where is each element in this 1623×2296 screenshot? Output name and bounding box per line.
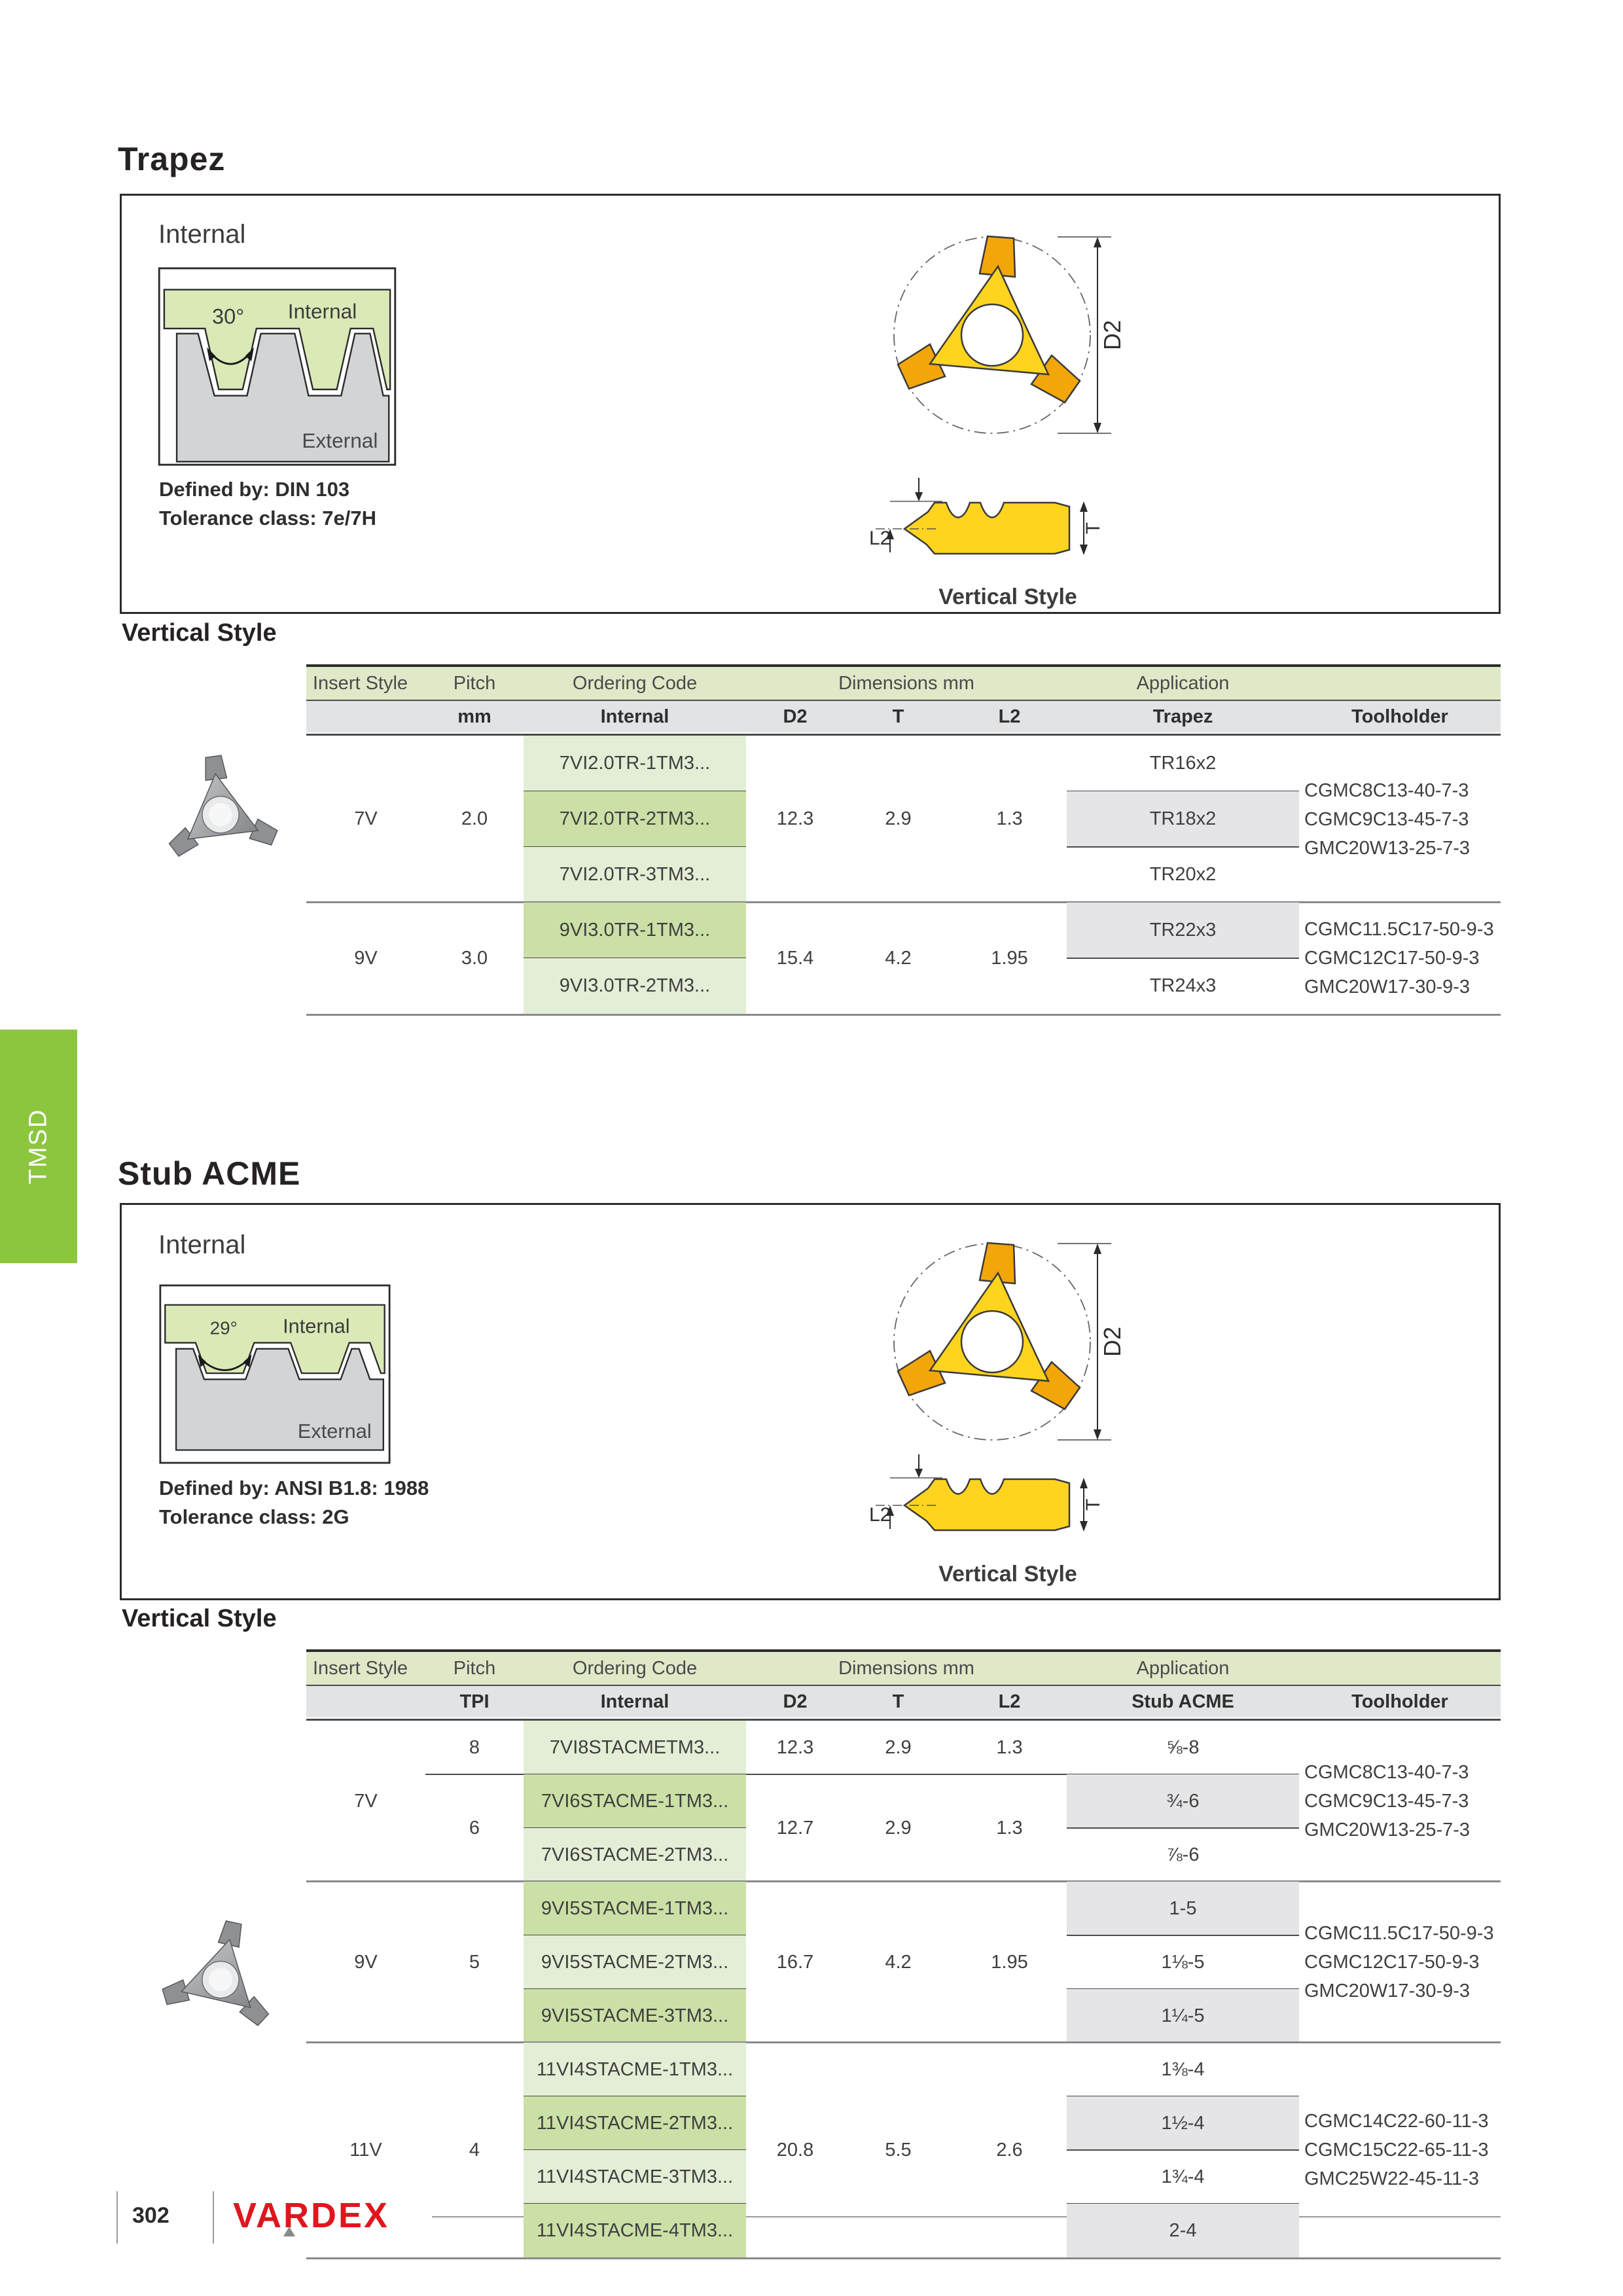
- insert-side-view: [869, 1454, 1104, 1532]
- stub-acme-insert-illustration: [864, 1223, 1152, 1537]
- insert-hole: [961, 304, 1023, 366]
- application-cell: 2-4: [1067, 2204, 1299, 2257]
- ordering-code-cell: 7VI6STACME-2TM3...: [524, 1828, 746, 1882]
- t-value: 2.9: [885, 1736, 912, 1758]
- toolholder-list: [1304, 736, 1501, 903]
- application-cell: 1¾-4: [1161, 2166, 1205, 2187]
- internal-label-2: Internal: [158, 1230, 246, 1259]
- l2-value: 1.3: [996, 808, 1023, 829]
- ordering-code-cell: 11VI4STACME-1TM3...: [524, 2043, 746, 2096]
- angle-label: 30°: [212, 304, 245, 329]
- toolholder-list: [1304, 903, 1501, 1014]
- tolerance-text: Tolerance class: 7e/7H: [159, 507, 376, 529]
- internal-profile-label: Internal: [287, 299, 357, 323]
- page-number: 302: [132, 2203, 169, 2228]
- pitch-value: 6: [469, 1817, 480, 1839]
- col-subheader-internal: Internal: [600, 1691, 669, 1712]
- l2-value: 2.6: [996, 2139, 1023, 2161]
- col-header-dimensions: Dimensions mm: [838, 672, 974, 694]
- insert-style-value: 11V: [349, 2139, 382, 2161]
- toolholder-list: [1304, 2043, 1501, 2257]
- application-cell: ⅞-6: [1166, 1844, 1200, 1865]
- application-cell: TR16x2: [1149, 753, 1217, 774]
- brand-logo-triangle-icon: [283, 2227, 295, 2236]
- trapez-thread-profile-diagram: [158, 267, 397, 466]
- vertical-style-caption: Vertical Style: [938, 584, 1077, 609]
- application-cell: ¾-6: [1067, 1774, 1299, 1828]
- application-cell: 1¼-5: [1067, 1989, 1299, 2043]
- insert-hole: [961, 1311, 1023, 1372]
- col-subheader-t: T: [892, 1691, 904, 1712]
- col-header-pitch: Pitch: [453, 672, 496, 694]
- external-profile-label: External: [297, 1419, 372, 1443]
- d2-value: 15.4: [776, 947, 814, 969]
- d2-value: 12.3: [776, 808, 814, 829]
- l2-value: 1.3: [996, 1736, 1023, 1758]
- trilobe-insert-top-view: [898, 236, 1080, 403]
- d2-value: 12.3: [776, 1736, 814, 1758]
- defined-by-text: Defined by: DIN 103: [159, 478, 350, 501]
- toolholder-code: CGMC9C13-45-7-3: [1304, 1791, 1469, 1812]
- application-cell: 1½-4: [1067, 2096, 1299, 2150]
- col-header-dimensions: Dimensions mm: [838, 1657, 974, 1679]
- col-subheader-pitch-unit: mm: [457, 706, 491, 727]
- col-header-application: Application: [1136, 1657, 1230, 1679]
- ordering-code-cell: 7VI2.0TR-3TM3...: [524, 847, 746, 903]
- table-bottom-border: [306, 1014, 1501, 1016]
- l2-value: 1.95: [991, 947, 1028, 969]
- toolholder-code: CGMC9C13-45-7-3: [1304, 808, 1469, 830]
- t-value: 4.2: [885, 1951, 912, 1973]
- defined-by-text-2: Defined by: ANSI B1.8: 1988: [159, 1477, 429, 1499]
- internal-label: Internal: [158, 220, 246, 249]
- col-subheader-internal: Internal: [600, 706, 669, 727]
- pitch-value: 8: [469, 1736, 480, 1758]
- external-profile-label: External: [302, 429, 378, 453]
- toolholder-code: GMC20W13-25-7-3: [1304, 837, 1471, 859]
- insert-photo-1: [152, 749, 289, 880]
- t-value: 4.2: [885, 947, 912, 969]
- ordering-code-cell: 11VI4STACME-3TM3...: [524, 2150, 746, 2204]
- d2-label: D2: [1099, 1326, 1126, 1357]
- stub-acme-thread-profile-diagram: [159, 1284, 391, 1464]
- toolholder-code: CGMC12C17-50-9-3: [1304, 948, 1480, 969]
- col-subheader-toolholder: Toolholder: [1351, 1691, 1448, 1712]
- internal-profile-label: Internal: [283, 1314, 350, 1338]
- l2-label: L2: [869, 1504, 891, 1526]
- page-title-stub-acme: Stub ACME: [118, 1155, 301, 1192]
- col-header-application: Application: [1136, 672, 1230, 694]
- ordering-code-cell: 7VI2.0TR-1TM3...: [524, 736, 746, 791]
- insert-style-value: 7V: [354, 808, 378, 829]
- toolholder-code: CGMC12C17-50-9-3: [1304, 1952, 1480, 1973]
- pitch-value: 5: [469, 1951, 480, 1973]
- trapez-insert-illustration: [864, 216, 1152, 563]
- col-subheader-application: Trapez: [1152, 706, 1213, 727]
- insert-style-value: 9V: [354, 1951, 378, 1973]
- ordering-code-cell: 9VI3.0TR-1TM3...: [524, 903, 746, 958]
- pitch-value: 3.0: [461, 947, 488, 969]
- application-cell: 1-5: [1067, 1882, 1299, 1935]
- l2-label: L2: [869, 528, 891, 549]
- toolholder-code: GMC25W22-45-11-3: [1304, 2168, 1480, 2189]
- insert-style-value: 7V: [354, 1790, 378, 1812]
- toolholder-code: CGMC11.5C17-50-9-3: [1304, 1923, 1494, 1944]
- t-value: 2.9: [885, 808, 912, 829]
- sidebar-tab-label: TMSD: [24, 1108, 52, 1185]
- d2-label: D2: [1099, 319, 1126, 351]
- sidebar-tab-tmsd: [0, 1030, 77, 1263]
- ordering-code-cell: 9VI5STACME-1TM3...: [524, 1882, 746, 1935]
- toolholder-code: GMC20W17-30-9-3: [1304, 1981, 1471, 2001]
- col-subheader-pitch-unit: TPI: [459, 1691, 490, 1712]
- col-subheader-d2: D2: [783, 706, 808, 727]
- application-cell: 1⅛-5: [1161, 1951, 1205, 1973]
- t-value: 5.5: [885, 2139, 912, 2161]
- application-cell: 1⅜-4: [1161, 2058, 1205, 2080]
- d2-value: 16.7: [776, 1951, 814, 1973]
- application-cell: TR24x3: [1149, 975, 1217, 996]
- l2-value: 1.95: [991, 1951, 1028, 1973]
- ordering-code-cell: 7VI2.0TR-2TM3...: [524, 791, 746, 847]
- insert-photo-2: [152, 1914, 289, 2045]
- tolerance-text-2: Tolerance class: 2G: [159, 1505, 349, 1528]
- brand-logo: VARDEX: [233, 2196, 390, 2235]
- ordering-code-cell: 9VI3.0TR-2TM3...: [524, 958, 746, 1014]
- trilobe-insert-top-view: [898, 1243, 1080, 1409]
- col-header-ordering-code: Ordering Code: [572, 1657, 698, 1679]
- ordering-code-cell: 7VI8STACMETM3...: [524, 1721, 746, 1774]
- application-cell: ⅝-8: [1166, 1736, 1200, 1758]
- toolholder-code: CGMC8C13-40-7-3: [1304, 780, 1469, 801]
- col-header-insert-style: Insert Style: [313, 672, 408, 694]
- toolholder-code: CGMC11.5C17-50-9-3: [1304, 919, 1494, 940]
- toolholder-code: GMC20W17-30-9-3: [1304, 977, 1471, 997]
- toolholder-code: CGMC14C22-60-11-3: [1304, 2111, 1489, 2132]
- toolholder-list: [1304, 1882, 1501, 2043]
- vertical-style-caption-2: Vertical Style: [938, 1562, 1077, 1587]
- footer-divider-1: [116, 2191, 118, 2244]
- toolholder-list: [1304, 1721, 1501, 1882]
- ordering-code-cell: 11VI4STACME-4TM3...: [524, 2204, 746, 2257]
- toolholder-code: CGMC8C13-40-7-3: [1304, 1762, 1469, 1783]
- d2-value: 20.8: [776, 2139, 814, 2161]
- insert-style-value: 9V: [354, 947, 378, 969]
- page-title-trapez: Trapez: [118, 141, 226, 177]
- col-subheader-d2: D2: [783, 1691, 808, 1712]
- d2-value: 12.7: [776, 1817, 814, 1839]
- toolholder-code: CGMC15C22-65-11-3: [1304, 2140, 1489, 2161]
- section-heading-vertical-style-2: Vertical Style: [122, 1605, 277, 1632]
- section-heading-vertical-style-1: Vertical Style: [122, 619, 277, 647]
- col-subheader-t: T: [892, 706, 904, 727]
- angle-label: 29°: [209, 1318, 238, 1338]
- ordering-code-cell: 9VI5STACME-3TM3...: [524, 1989, 746, 2043]
- col-subheader-toolholder: Toolholder: [1351, 706, 1448, 727]
- col-header-ordering-code: Ordering Code: [572, 672, 698, 694]
- l2-value: 1.3: [996, 1817, 1023, 1839]
- toolholder-code: GMC20W13-25-7-3: [1304, 1820, 1471, 1840]
- col-header-pitch: Pitch: [453, 1657, 496, 1679]
- footer-divider-2: [213, 2191, 214, 2244]
- ordering-code-cell: 9VI5STACME-2TM3...: [524, 1935, 746, 1989]
- ordering-code-cell: 7VI6STACME-1TM3...: [524, 1774, 746, 1828]
- application-cell: TR20x2: [1149, 864, 1217, 885]
- insert-side-view: [869, 478, 1104, 555]
- t-label: T: [1082, 1498, 1104, 1511]
- table-bottom-border: [306, 2257, 1501, 2259]
- t-label: T: [1082, 522, 1104, 535]
- pitch-value: 2.0: [461, 808, 488, 829]
- t-value: 2.9: [885, 1817, 912, 1839]
- col-subheader-l2: L2: [998, 1691, 1021, 1712]
- col-header-insert-style: Insert Style: [313, 1657, 408, 1679]
- ordering-code-cell: 11VI4STACME-2TM3...: [524, 2096, 746, 2150]
- application-cell: TR22x3: [1067, 903, 1299, 958]
- application-cell: TR18x2: [1067, 791, 1299, 847]
- pitch-value: 4: [469, 2139, 480, 2161]
- col-subheader-application: Stub ACME: [1132, 1691, 1234, 1712]
- col-subheader-l2: L2: [998, 706, 1021, 727]
